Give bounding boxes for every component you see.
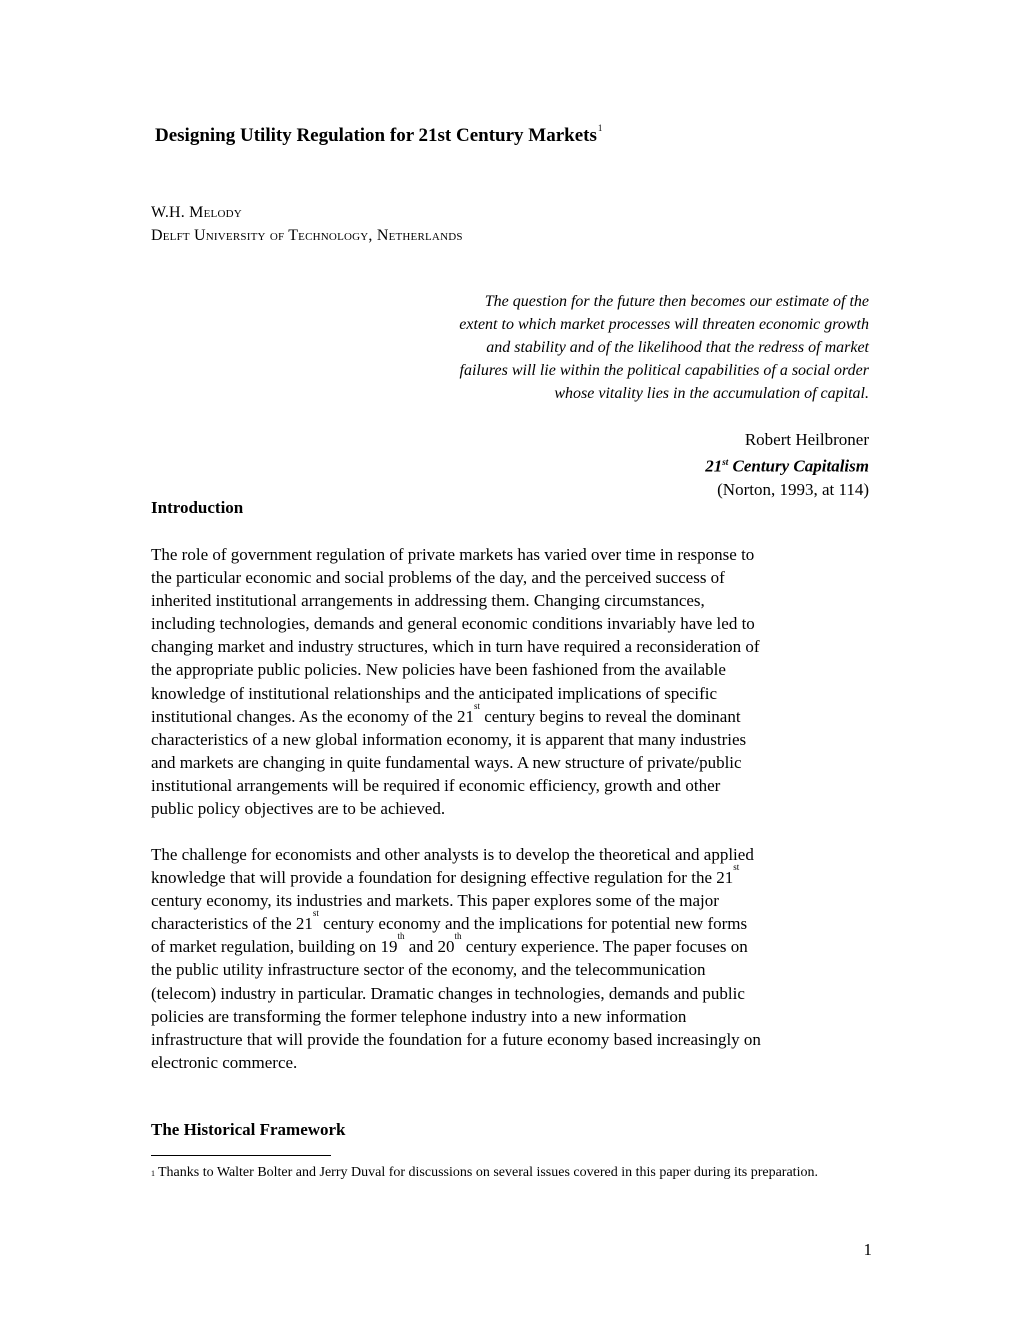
epigraph-line: whose vitality lies in the accumulation of capital.: [554, 385, 869, 402]
book-title-prefix: 21: [705, 456, 723, 476]
text-line: infrastructure that will provide the foundation for a future economy based increasingly on: [151, 1029, 761, 1049]
epigraph-book-title: [705, 451, 869, 478]
text-line: electronic commerce.: [151, 1052, 298, 1072]
body-paragraph-1: [151, 543, 871, 820]
ordinal-sup: st: [473, 700, 480, 711]
ordinal-sup: st: [312, 908, 319, 919]
author-block: [151, 201, 463, 247]
epigraph-citation: (Norton, 1993, at 114): [717, 479, 869, 499]
footnote-mark: 1: [151, 1169, 155, 1178]
text-fragment: knowledge that will provide a foundation for designing effective regulation for the 21: [151, 868, 734, 888]
epigraph-line: failures will lie within the political capabilities of a social order: [459, 362, 869, 379]
text-line: The challenge for economists and other analysts is to develop the theoretical and applied: [151, 845, 754, 864]
section-heading-historical-framework: The Historical Framework: [151, 1120, 346, 1139]
text-line: century economy, its industries and markets. This paper explores some of the major: [151, 891, 719, 911]
text-line: [151, 931, 871, 958]
text-line: institutional arrangements will be required if economic efficiency, growth and other: [151, 775, 721, 795]
text-line: the particular economic and social problems of the day, and the perceived success of: [151, 568, 725, 588]
author-affiliation: Delft University of Technology, Netherlands: [151, 227, 463, 244]
text-fragment: century begins to reveal the dominant: [479, 706, 741, 726]
text-fragment: century economy and the implications for potential new forms: [318, 914, 748, 934]
epigraph-attribution: [705, 428, 869, 501]
epigraph-line: The question for the future then becomes our estimate of the: [484, 293, 869, 310]
footnote-separator: [151, 1155, 331, 1156]
text-line: inherited institutional arrangements in addressing them. Changing circumstances,: [151, 591, 705, 611]
text-line: including technologies, demands and general economic conditions invariably have led to: [151, 614, 755, 634]
text-fragment: of market regulation, building on 19: [151, 937, 398, 957]
text-line: policies are transforming the former telephone industry into a new information: [151, 1006, 687, 1026]
footnote: [151, 1163, 871, 1182]
text-line: public policy objectives are to be achieved.: [151, 799, 446, 819]
text-fragment: century experience. The paper focuses on: [461, 937, 748, 957]
text-fragment: and 20: [404, 937, 455, 957]
title-footnote-mark: 1: [597, 123, 603, 133]
epigraph-author: Robert Heilbroner: [744, 430, 869, 449]
text-line: (telecom) industry in particular. Dramatic changes in technologies, demands and public: [151, 983, 745, 1003]
author-name: W.H. Melody: [151, 204, 242, 221]
book-title-suffix: Century Capitalism: [728, 456, 869, 476]
text-line: The role of government regulation of private markets has varied over time in response to: [151, 545, 755, 564]
text-fragment: institutional changes. As the economy of the 21: [151, 706, 474, 726]
body-paragraph-2: [151, 843, 871, 1074]
footnote-text: Thanks to Walter Bolter and Jerry Duval for discussions on several issues covered in this paper during its preparation.: [158, 1165, 818, 1180]
text-line: knowledge of institutional relationships and the anticipated implications of specific: [151, 683, 718, 703]
paper-title-text: Designing Utility Regulation for 21st Century Markets: [155, 125, 597, 146]
text-line: the public utility infrastructure sector of the economy, and the telecommunication: [151, 960, 706, 980]
text-line: [151, 700, 871, 728]
book-title-sup: st: [722, 457, 729, 467]
section-heading-introduction: Introduction: [151, 498, 244, 517]
text-line: characteristics of a new global information economy, it is apparent that many industries: [151, 729, 747, 749]
page-number: 1: [863, 1240, 872, 1259]
text-fragment: characteristics of the 21: [151, 914, 313, 934]
text-line: and markets are changing in quite fundamental ways. A new structure of private/public: [151, 752, 742, 772]
paper-title: [155, 125, 602, 147]
text-line: changing market and industry structures, which in turn have required a reconsideration of: [151, 637, 760, 657]
ordinal-sup: st: [733, 862, 740, 873]
ordinal-sup: th: [454, 931, 462, 942]
epigraph-quote: [329, 290, 869, 405]
epigraph-line: and stability and of the likelihood that the redress of market: [486, 339, 869, 356]
text-line: [151, 908, 871, 935]
ordinal-sup: th: [397, 931, 405, 942]
epigraph-line: extent to which market processes will threaten economic growth: [459, 316, 869, 333]
text-line: the appropriate public policies. New policies have been fashioned from the available: [151, 660, 726, 680]
text-line: [151, 862, 871, 889]
